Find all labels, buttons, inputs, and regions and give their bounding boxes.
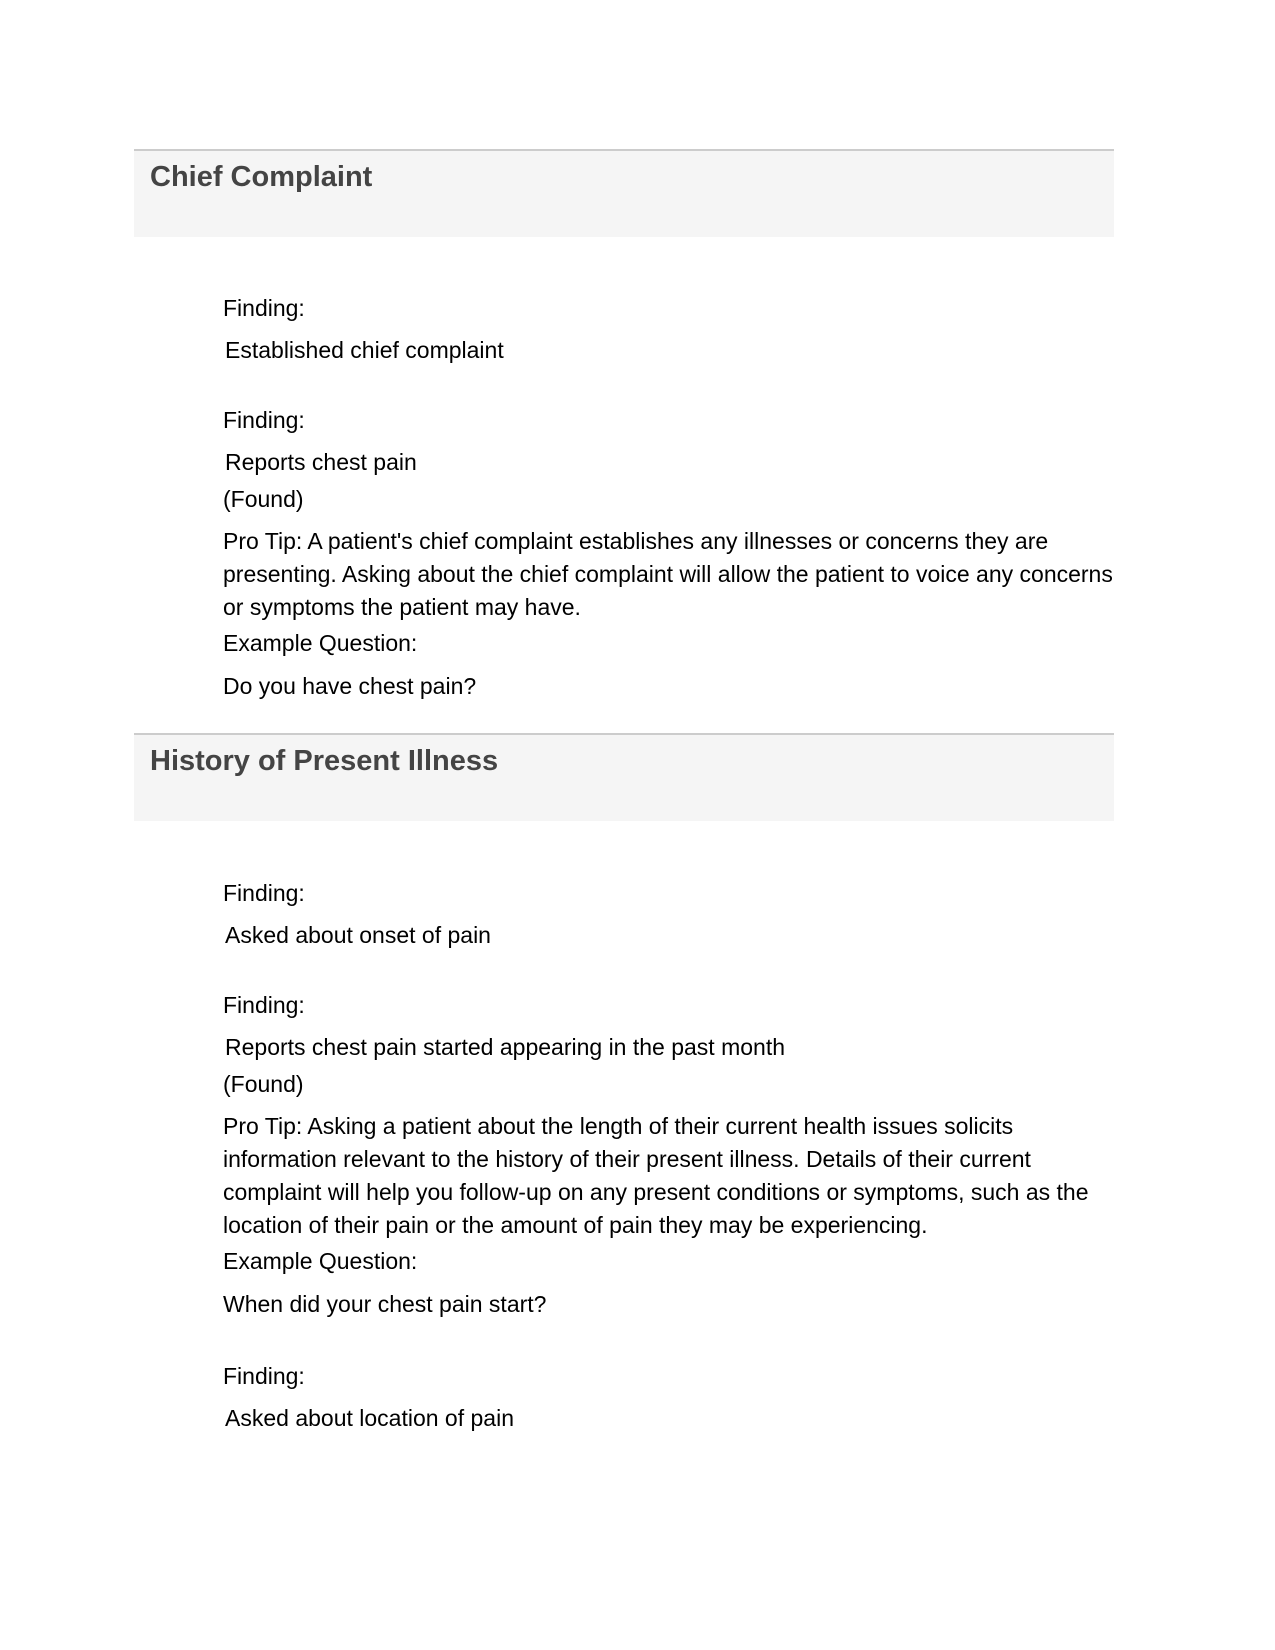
finding-label: Finding: bbox=[223, 1363, 305, 1389]
example-question: When did your chest pain start? bbox=[223, 1291, 547, 1317]
finding-label: Finding: bbox=[223, 407, 305, 433]
example-question-label: Example Question: bbox=[223, 630, 418, 656]
finding-label: Finding: bbox=[223, 992, 305, 1018]
pro-tip: Pro Tip: A patient's chief complaint establishes any illnesses or concerns they are presenting. Asking about the chief complaint will allow the patient to voice any concerns or symptoms the patient may have. bbox=[223, 528, 1113, 620]
section-title: Chief Complaint bbox=[150, 161, 373, 193]
finding-label: Finding: bbox=[223, 295, 305, 321]
finding-value: Asked about location of pain bbox=[225, 1405, 514, 1431]
example-question-label: Example Question: bbox=[223, 1248, 418, 1274]
section-header-chief-complaint bbox=[134, 149, 1114, 237]
finding-value: Established chief complaint bbox=[225, 337, 504, 363]
finding-status: (Found) bbox=[223, 1071, 304, 1097]
section-title: History of Present Illness bbox=[150, 745, 499, 777]
finding-value: Reports chest pain bbox=[225, 449, 417, 475]
example-question: Do you have chest pain? bbox=[223, 673, 477, 699]
finding-value: Reports chest pain started appearing in the past month bbox=[225, 1034, 786, 1060]
finding-value: Asked about onset of pain bbox=[225, 922, 491, 948]
finding-label: Finding: bbox=[223, 880, 305, 906]
pro-tip: Pro Tip: Asking a patient about the length of their current health issues solicits information relevant to the history of their present illness. Details of their current complaint will help you follow-up on any present conditions or symptoms, such as the location of their pain or the amount of pain they may be experiencing. bbox=[223, 1113, 1089, 1238]
section-header-history-of-present-illness bbox=[134, 733, 1114, 821]
finding-status: (Found) bbox=[223, 486, 304, 512]
